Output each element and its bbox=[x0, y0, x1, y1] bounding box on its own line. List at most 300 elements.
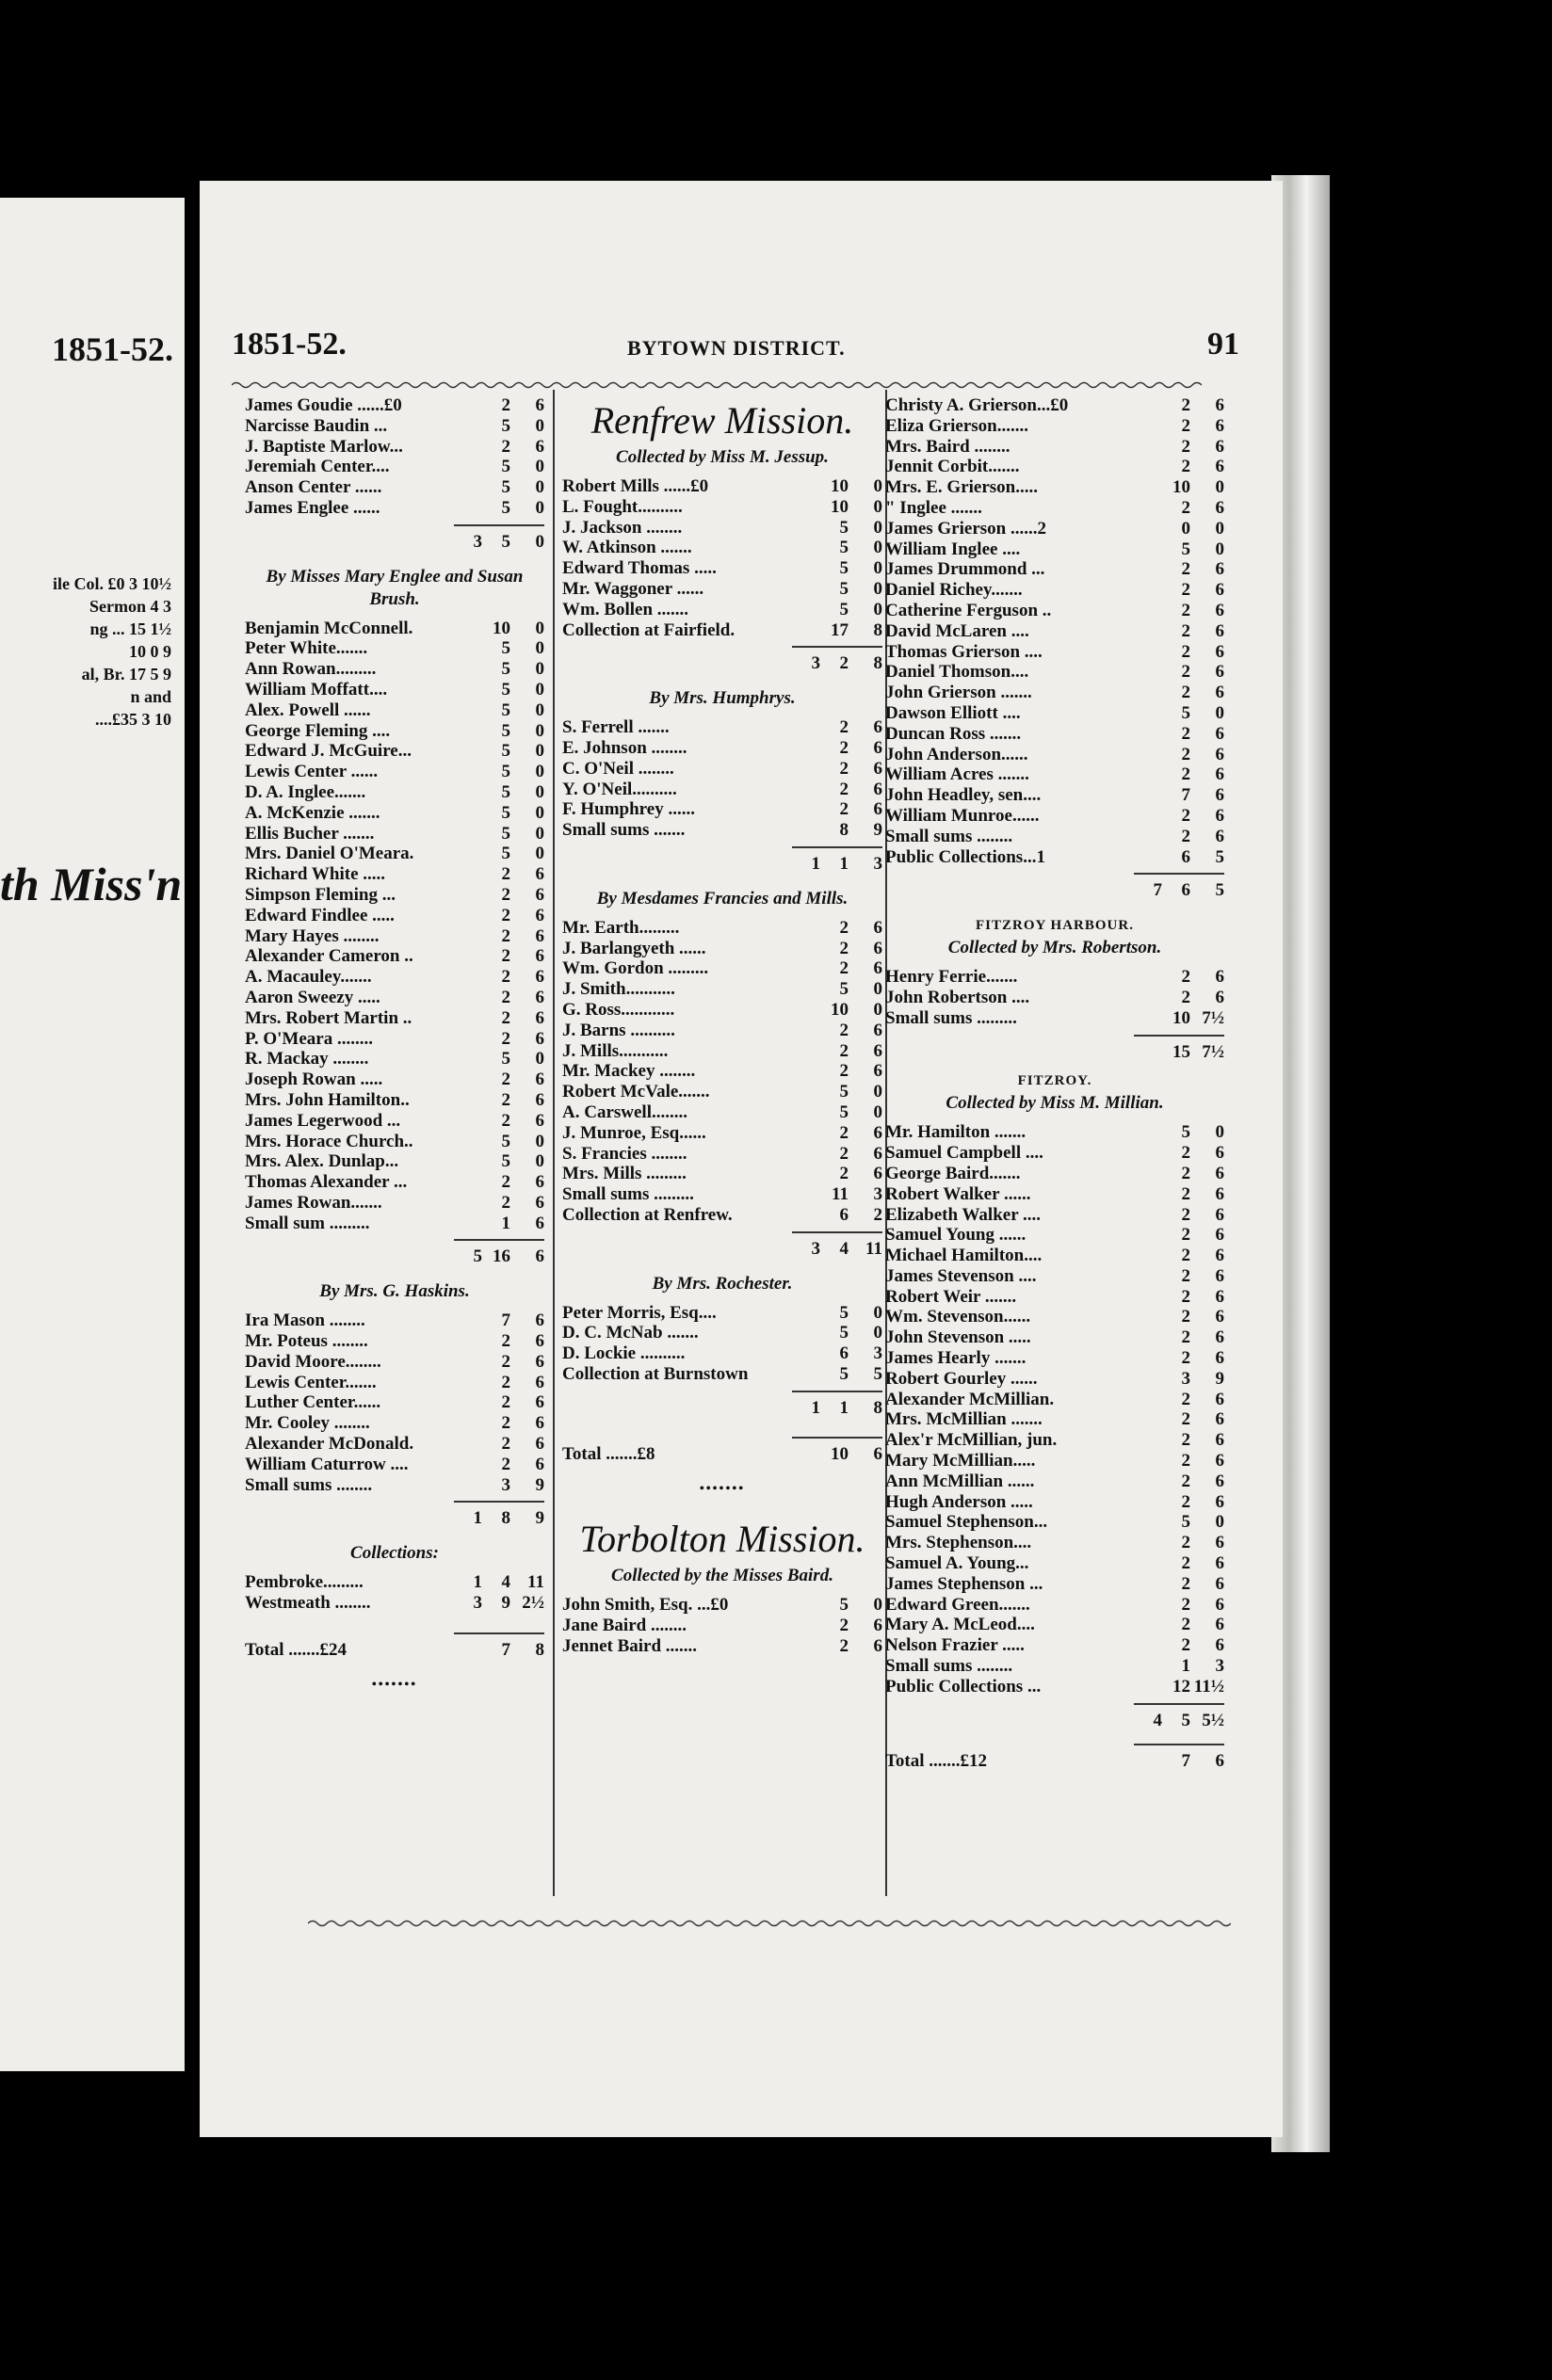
amount-pence: 3 bbox=[873, 1184, 882, 1205]
ledger-row bbox=[245, 1090, 544, 1111]
entry-name: Wm. Stevenson...... bbox=[885, 1307, 1031, 1327]
amount-pence: 0 bbox=[1215, 518, 1224, 539]
total-pence: 0 bbox=[535, 531, 544, 552]
amount-pence: 6 bbox=[1215, 826, 1224, 846]
amount-shillings: 7 bbox=[501, 1311, 510, 1331]
entry-name: Public Collections...1 bbox=[885, 846, 1045, 867]
bottom-wavy-rule bbox=[308, 1919, 1231, 1928]
ledger-row bbox=[245, 1172, 544, 1193]
entry-name: Public Collections ... bbox=[885, 1676, 1042, 1697]
amount-shillings: 2 bbox=[1181, 497, 1190, 518]
amount-pence: 0 bbox=[1215, 1122, 1224, 1143]
spacer bbox=[245, 553, 544, 566]
amount-pence: 0 bbox=[535, 823, 544, 844]
amount-shillings: 5 bbox=[501, 1049, 510, 1069]
entry-name: James Grierson ......2 bbox=[885, 518, 1046, 539]
ledger-row bbox=[885, 1574, 1224, 1595]
amount-shillings: 5 bbox=[501, 823, 510, 844]
total-shillings: 8 bbox=[501, 1508, 510, 1529]
amount-shillings: 2 bbox=[1181, 805, 1190, 826]
ledger-row bbox=[562, 799, 882, 820]
total-row bbox=[245, 1508, 544, 1529]
sum-rule bbox=[454, 524, 544, 526]
ledger-row bbox=[885, 477, 1224, 498]
ledger-row bbox=[885, 745, 1224, 765]
subscription-heading: By Mesdames Francies and Mills. bbox=[596, 888, 849, 909]
total-label: Total .......£24 bbox=[245, 1639, 348, 1660]
page-number: 91 bbox=[1207, 327, 1239, 362]
amount-shillings: 2 bbox=[1181, 723, 1190, 744]
ledger-row bbox=[245, 906, 544, 926]
spacer bbox=[245, 1267, 544, 1280]
ledger-row bbox=[885, 498, 1224, 519]
amount-shillings: 2 bbox=[1181, 1553, 1190, 1574]
amount-shillings: 5 bbox=[839, 517, 849, 538]
ledger-row bbox=[562, 1303, 882, 1324]
amount-shillings: 5 bbox=[839, 1102, 849, 1122]
amount-pence: 0 bbox=[535, 1049, 544, 1069]
amount-shillings: 2 bbox=[839, 1040, 849, 1061]
collected-by: Collected by Miss M. Millian. bbox=[946, 1093, 1164, 1114]
ledger-row bbox=[885, 806, 1224, 827]
amount-pence: 6 bbox=[535, 1351, 544, 1372]
amount-pence: 0 bbox=[535, 1151, 544, 1172]
entry-name: Mr. Waggoner ...... bbox=[562, 578, 704, 599]
amount-shillings: 2 bbox=[1181, 1327, 1190, 1348]
amount-pence: 6 bbox=[1215, 436, 1224, 457]
entry-name: P. O'Meara ........ bbox=[245, 1028, 373, 1049]
amount-shillings: 2 bbox=[839, 1616, 849, 1636]
amount-pence: 6 bbox=[1215, 395, 1224, 415]
entry-name: Alexander McDonald. bbox=[245, 1434, 414, 1455]
entry-name: Mr. Cooley ........ bbox=[245, 1413, 370, 1434]
sum-rule bbox=[792, 646, 882, 648]
ledger-row bbox=[562, 759, 882, 780]
amount-pence: 0 bbox=[535, 618, 544, 638]
total-pounds: 3 bbox=[473, 531, 482, 552]
amount-shillings: 2 bbox=[501, 987, 510, 1007]
total-pounds: 3 bbox=[811, 653, 820, 674]
amount-pence: 6 bbox=[873, 779, 882, 799]
spacer bbox=[885, 1730, 1224, 1738]
entry-name: Luther Center...... bbox=[245, 1392, 381, 1413]
amount-shillings: 4 bbox=[501, 1572, 510, 1593]
ledger-row bbox=[562, 600, 882, 620]
entry-name: Samuel Stephenson... bbox=[885, 1512, 1048, 1533]
spacer bbox=[562, 1587, 882, 1595]
sum-rule bbox=[1134, 873, 1224, 875]
amount-pence: 6 bbox=[1215, 1491, 1224, 1512]
amount-pence: 6 bbox=[535, 1413, 544, 1434]
ledger-row bbox=[885, 1184, 1224, 1205]
ledger-row bbox=[245, 1193, 544, 1214]
entry-name: Small sums ........ bbox=[245, 1474, 373, 1495]
amount-shillings: 2 bbox=[501, 1069, 510, 1090]
ledger-row bbox=[245, 1413, 544, 1434]
total-shillings: 1 bbox=[839, 1397, 849, 1418]
ledger-row bbox=[245, 1069, 544, 1090]
ledger-row bbox=[562, 1102, 882, 1123]
ledger-row bbox=[245, 967, 544, 988]
total-row bbox=[562, 1444, 882, 1465]
amount-shillings: 2 bbox=[501, 1454, 510, 1474]
amount-shillings: 5 bbox=[1181, 539, 1190, 559]
amount-shillings: 2 bbox=[1181, 1451, 1190, 1471]
amount-pence: 0 bbox=[873, 496, 882, 517]
ledger-row bbox=[885, 1348, 1224, 1369]
amount-pence: 6 bbox=[1215, 662, 1224, 683]
entry-name: Jane Baird ........ bbox=[562, 1616, 687, 1636]
entry-name: Thomas Alexander ... bbox=[245, 1172, 408, 1193]
entry-name: William Caturrow .... bbox=[245, 1454, 409, 1474]
entry-name: Pembroke......... bbox=[245, 1572, 364, 1593]
total-pence: 3 bbox=[873, 853, 882, 874]
ledger-row bbox=[562, 918, 882, 939]
spacer bbox=[562, 674, 882, 687]
ledger-row bbox=[885, 1307, 1224, 1327]
amount-pence: 6 bbox=[873, 737, 882, 758]
entry-name: John Anderson...... bbox=[885, 744, 1028, 764]
amount-shillings: 2 bbox=[501, 1172, 510, 1193]
ledger-row bbox=[562, 1123, 882, 1144]
ledger-row bbox=[245, 803, 544, 824]
amount-shillings: 6 bbox=[1181, 846, 1190, 867]
subscription-heading: Collections: bbox=[350, 1543, 439, 1564]
amount-shillings: 2 bbox=[1181, 1533, 1190, 1553]
amount-shillings: 2 bbox=[1181, 1265, 1190, 1286]
amount-pounds: 3 bbox=[473, 1593, 482, 1614]
amount-shillings: 2 bbox=[1181, 415, 1190, 436]
amount-pence: 6 bbox=[1215, 1533, 1224, 1553]
entry-name: William Moffatt.... bbox=[245, 679, 388, 700]
total-pence: 6 bbox=[873, 1444, 882, 1465]
spacer bbox=[562, 875, 882, 888]
amount-pence: 11½ bbox=[1193, 1676, 1224, 1697]
ledger-row bbox=[245, 1111, 544, 1132]
total-row bbox=[562, 854, 882, 875]
amount-pence: 6 bbox=[535, 1311, 544, 1331]
amount-shillings: 2 bbox=[1181, 1225, 1190, 1246]
prev-page-line: n and bbox=[130, 687, 171, 706]
amount-pence: 6 bbox=[873, 1616, 882, 1636]
amount-pence: 6 bbox=[535, 946, 544, 967]
ledger-row bbox=[245, 721, 544, 742]
spacer bbox=[562, 1501, 882, 1514]
entry-name: John Stevenson ..... bbox=[885, 1327, 1031, 1348]
entry-name: Mrs. Mills ......... bbox=[562, 1164, 687, 1184]
prev-page-line: 10 0 9 bbox=[129, 642, 171, 661]
total-label: Total .......£8 bbox=[562, 1444, 655, 1465]
ledger-row bbox=[885, 1246, 1224, 1266]
amount-pence: 6 bbox=[1215, 764, 1224, 785]
amount-pence: 0 bbox=[535, 477, 544, 498]
amount-pence: 6 bbox=[1215, 1615, 1224, 1635]
ledger-row bbox=[562, 518, 882, 539]
ledger-row bbox=[885, 621, 1224, 642]
amount-pence: 6 bbox=[873, 1164, 882, 1184]
amount-pence: 0 bbox=[535, 762, 544, 782]
amount-shillings: 2 bbox=[1181, 1491, 1190, 1512]
amount-shillings: 2 bbox=[1181, 1163, 1190, 1183]
amount-shillings: 6 bbox=[839, 1343, 849, 1364]
total-shillings: 16 bbox=[493, 1246, 510, 1267]
entry-name: Alex'r McMillian, jun. bbox=[885, 1430, 1058, 1451]
total-row bbox=[885, 880, 1224, 901]
amount-pence: 6 bbox=[535, 1069, 544, 1090]
amount-pence: 0 bbox=[1215, 1512, 1224, 1533]
ledger-row bbox=[245, 1029, 544, 1050]
entry-name: J. Barns .......... bbox=[562, 1020, 675, 1040]
ledger-row bbox=[885, 1471, 1224, 1492]
entry-name: Michael Hamilton.... bbox=[885, 1246, 1043, 1266]
entry-name: Ann Rowan......... bbox=[245, 659, 377, 680]
ledger-row bbox=[562, 1616, 882, 1636]
amount-shillings: 2 bbox=[501, 1434, 510, 1455]
total-shillings: 15 bbox=[1172, 1041, 1190, 1062]
ledger-row bbox=[245, 824, 544, 844]
amount-pence: 0 bbox=[535, 781, 544, 802]
spacer bbox=[562, 1260, 882, 1273]
total-pence: 8 bbox=[873, 653, 882, 674]
entry-name: Aaron Sweezy ..... bbox=[245, 987, 380, 1007]
amount-shillings: 2 bbox=[1181, 1204, 1190, 1225]
entry-name: Alexander McMillian. bbox=[885, 1389, 1055, 1409]
amount-shillings: 10 bbox=[493, 618, 510, 638]
ledger-row bbox=[245, 1373, 544, 1393]
entry-name: Duncan Ross ....... bbox=[885, 723, 1022, 744]
amount-shillings: 2 bbox=[501, 946, 510, 967]
ledger-row bbox=[885, 437, 1224, 458]
amount-pence: 6 bbox=[1215, 987, 1224, 1007]
amount-pence: 0 bbox=[873, 1323, 882, 1343]
amount-pence: 6 bbox=[535, 1028, 544, 1049]
amount-shillings: 2 bbox=[501, 1351, 510, 1372]
total-row bbox=[562, 1239, 882, 1260]
amount-pence: 6 bbox=[1215, 1286, 1224, 1307]
amount-shillings: 5 bbox=[501, 720, 510, 741]
amount-pence: 6 bbox=[1215, 1348, 1224, 1369]
amount-shillings: 2 bbox=[501, 967, 510, 988]
amount-pence: 0 bbox=[873, 578, 882, 599]
entry-name: James Stephenson ... bbox=[885, 1573, 1043, 1594]
entry-name: George Baird....... bbox=[885, 1163, 1021, 1183]
total-pence: 8 bbox=[535, 1639, 544, 1660]
entry-name: Mrs. Robert Martin .. bbox=[245, 1007, 412, 1028]
ledger-row bbox=[885, 1369, 1224, 1390]
amount-shillings: 3 bbox=[501, 1474, 510, 1495]
spacer bbox=[885, 1115, 1224, 1122]
amount-pence: 0 bbox=[873, 979, 882, 1000]
ledger-row bbox=[562, 1000, 882, 1021]
entry-name: Daniel Thomson.... bbox=[885, 662, 1029, 683]
ledger-row bbox=[885, 1430, 1224, 1451]
ledger-row bbox=[245, 1593, 544, 1614]
sum-rule bbox=[1134, 1744, 1224, 1745]
amount-pence: 0 bbox=[535, 679, 544, 700]
entry-name: John Robertson .... bbox=[885, 987, 1030, 1007]
ledger-row bbox=[562, 1636, 882, 1657]
amount-pence: 6 bbox=[873, 917, 882, 938]
total-pence: 9 bbox=[535, 1508, 544, 1529]
entry-name: A. McKenzie ....... bbox=[245, 802, 380, 823]
ledger-row bbox=[245, 1331, 544, 1352]
ledger-row bbox=[885, 1492, 1224, 1513]
entry-name: William Inglee .... bbox=[885, 539, 1021, 559]
ledger-row bbox=[885, 1409, 1224, 1430]
entry-name: J. Baptiste Marlow... bbox=[245, 436, 403, 457]
amount-shillings: 5 bbox=[839, 1082, 849, 1102]
entry-name: Lewis Center ...... bbox=[245, 762, 379, 782]
amount-shillings: 5 bbox=[1181, 1512, 1190, 1533]
entry-name: Mary Hayes ........ bbox=[245, 925, 380, 946]
entry-name: G. Ross............ bbox=[562, 999, 675, 1020]
amount-shillings: 5 bbox=[501, 802, 510, 823]
total-pence: 6 bbox=[535, 1246, 544, 1267]
amount-pence: 6 bbox=[1215, 1143, 1224, 1164]
ledger-row bbox=[885, 1553, 1224, 1574]
amount-shillings: 5 bbox=[839, 558, 849, 579]
amount-pence: 0 bbox=[535, 741, 544, 762]
entry-name: Mr. Hamilton ....... bbox=[885, 1122, 1027, 1143]
total-pence: 7½ bbox=[1202, 1041, 1224, 1062]
ledger-row bbox=[245, 1392, 544, 1413]
entry-name: Robert Weir ....... bbox=[885, 1286, 1017, 1307]
ledger-row bbox=[562, 1364, 882, 1385]
entry-name: R. Mackay ........ bbox=[245, 1049, 369, 1069]
entry-name: Ann McMillian ...... bbox=[885, 1471, 1035, 1491]
amount-shillings: 2 bbox=[1181, 580, 1190, 601]
ledger-row bbox=[885, 539, 1224, 560]
amount-shillings: 2 bbox=[839, 1143, 849, 1164]
spacer bbox=[245, 1303, 544, 1311]
ledger-row bbox=[562, 1184, 882, 1205]
ledger-row bbox=[885, 1266, 1224, 1287]
ledger-row bbox=[562, 579, 882, 600]
ledger-row bbox=[885, 1287, 1224, 1308]
sum-rule bbox=[454, 1632, 544, 1634]
entry-name: Peter White....... bbox=[245, 638, 368, 659]
entry-name: Edward Thomas ..... bbox=[562, 558, 717, 579]
entry-name: Robert Gourley ...... bbox=[885, 1368, 1038, 1389]
entry-name: James Rowan....... bbox=[245, 1192, 382, 1213]
entry-name: J. Munroe, Esq...... bbox=[562, 1122, 706, 1143]
spacer bbox=[562, 1418, 882, 1431]
entry-name: Edward Findlee ..... bbox=[245, 905, 395, 925]
ledger-row bbox=[562, 717, 882, 738]
ledger-row bbox=[885, 1615, 1224, 1635]
amount-shillings: 5 bbox=[501, 659, 510, 680]
ledger-row bbox=[562, 476, 882, 497]
ledger-row bbox=[885, 559, 1224, 580]
ledger-row bbox=[885, 1122, 1224, 1143]
entry-name: Small sums ......... bbox=[562, 1184, 694, 1205]
amount-pence: 0 bbox=[873, 1082, 882, 1102]
ledger-row bbox=[885, 457, 1224, 477]
ledger-row bbox=[562, 1021, 882, 1041]
amount-shillings: 2 bbox=[1181, 1307, 1190, 1327]
amount-shillings: 2 bbox=[501, 1192, 510, 1213]
amount-shillings: 2 bbox=[1181, 559, 1190, 580]
ledger-row bbox=[885, 1451, 1224, 1471]
amount-shillings: 2 bbox=[839, 938, 849, 958]
amount-shillings: 5 bbox=[501, 497, 510, 518]
entry-name: George Fleming .... bbox=[245, 720, 391, 741]
entry-name: Ellis Bucher ....... bbox=[245, 823, 375, 844]
ledger-row bbox=[885, 683, 1224, 703]
spacer bbox=[245, 1529, 544, 1542]
entry-name: Hugh Anderson ..... bbox=[885, 1491, 1033, 1512]
ledger-row bbox=[245, 926, 544, 947]
amount-shillings: 2 bbox=[839, 1061, 849, 1082]
amount-pence: 0 bbox=[535, 497, 544, 518]
amount-shillings: 2 bbox=[839, 917, 849, 938]
sum-rule bbox=[454, 1239, 544, 1241]
amount-pence: 3 bbox=[1215, 1656, 1224, 1677]
entry-name: Mrs. John Hamilton.. bbox=[245, 1089, 410, 1110]
prev-page-line: ile Col. £0 3 10½ bbox=[53, 574, 171, 593]
amount-pence: 6 bbox=[1215, 1635, 1224, 1656]
amount-shillings: 5 bbox=[839, 1595, 849, 1616]
entry-name: Westmeath ........ bbox=[245, 1593, 371, 1614]
amount-shillings: 2 bbox=[839, 779, 849, 799]
entry-name: Mr. Poteus ........ bbox=[245, 1331, 368, 1352]
amount-pence: 6 bbox=[1215, 967, 1224, 988]
amount-shillings: 2 bbox=[1181, 1348, 1190, 1369]
amount-shillings: 5 bbox=[839, 1323, 849, 1343]
amount-shillings: 5 bbox=[839, 979, 849, 1000]
ledger-row bbox=[562, 1061, 882, 1082]
ledger-row bbox=[562, 738, 882, 759]
entry-name: Peter Morris, Esq.... bbox=[562, 1302, 717, 1323]
entry-name: Mary McMillian..... bbox=[885, 1451, 1036, 1471]
ledger-row bbox=[562, 1164, 882, 1184]
amount-shillings: 2 bbox=[1181, 395, 1190, 415]
spacer bbox=[562, 1465, 882, 1478]
amount-shillings: 9 bbox=[501, 1593, 510, 1614]
entry-name: W. Atkinson ....... bbox=[562, 538, 692, 558]
amount-shillings: 2 bbox=[1181, 1615, 1190, 1635]
ledger-row bbox=[562, 1082, 882, 1102]
sum-rule bbox=[792, 1437, 882, 1439]
amount-pence: 6 bbox=[1215, 620, 1224, 641]
ledger-row bbox=[245, 416, 544, 437]
ledger-row bbox=[245, 1049, 544, 1069]
ledger-row bbox=[885, 1008, 1224, 1029]
ledger-row bbox=[562, 558, 882, 579]
amount-pence: 6 bbox=[535, 436, 544, 457]
amount-pence: 0 bbox=[873, 1302, 882, 1323]
amount-shillings: 2 bbox=[1181, 1635, 1190, 1656]
entry-name: Wm. Gordon ......... bbox=[562, 958, 709, 979]
amount-pence: 6 bbox=[1215, 1204, 1224, 1225]
ledger-row bbox=[885, 1390, 1224, 1410]
amount-shillings: 5 bbox=[501, 415, 510, 436]
amount-pence: 0 bbox=[873, 599, 882, 619]
ledger-row bbox=[245, 1311, 544, 1331]
total-row bbox=[245, 532, 544, 553]
entry-name: James Hearly ....... bbox=[885, 1348, 1027, 1369]
ledger-row bbox=[562, 1343, 882, 1364]
column-3 bbox=[885, 395, 1224, 1772]
amount-pence: 0 bbox=[873, 999, 882, 1020]
entry-name: William Munroe...... bbox=[885, 805, 1040, 826]
ledger-row bbox=[885, 764, 1224, 785]
ledger-row bbox=[885, 967, 1224, 988]
entry-name: J. Mills........... bbox=[562, 1040, 669, 1061]
entry-name: Samuel Young ...... bbox=[885, 1225, 1027, 1246]
mission-title: Torbolton Mission. bbox=[579, 1518, 865, 1561]
entry-name: J. Barlangyeth ...... bbox=[562, 938, 706, 958]
